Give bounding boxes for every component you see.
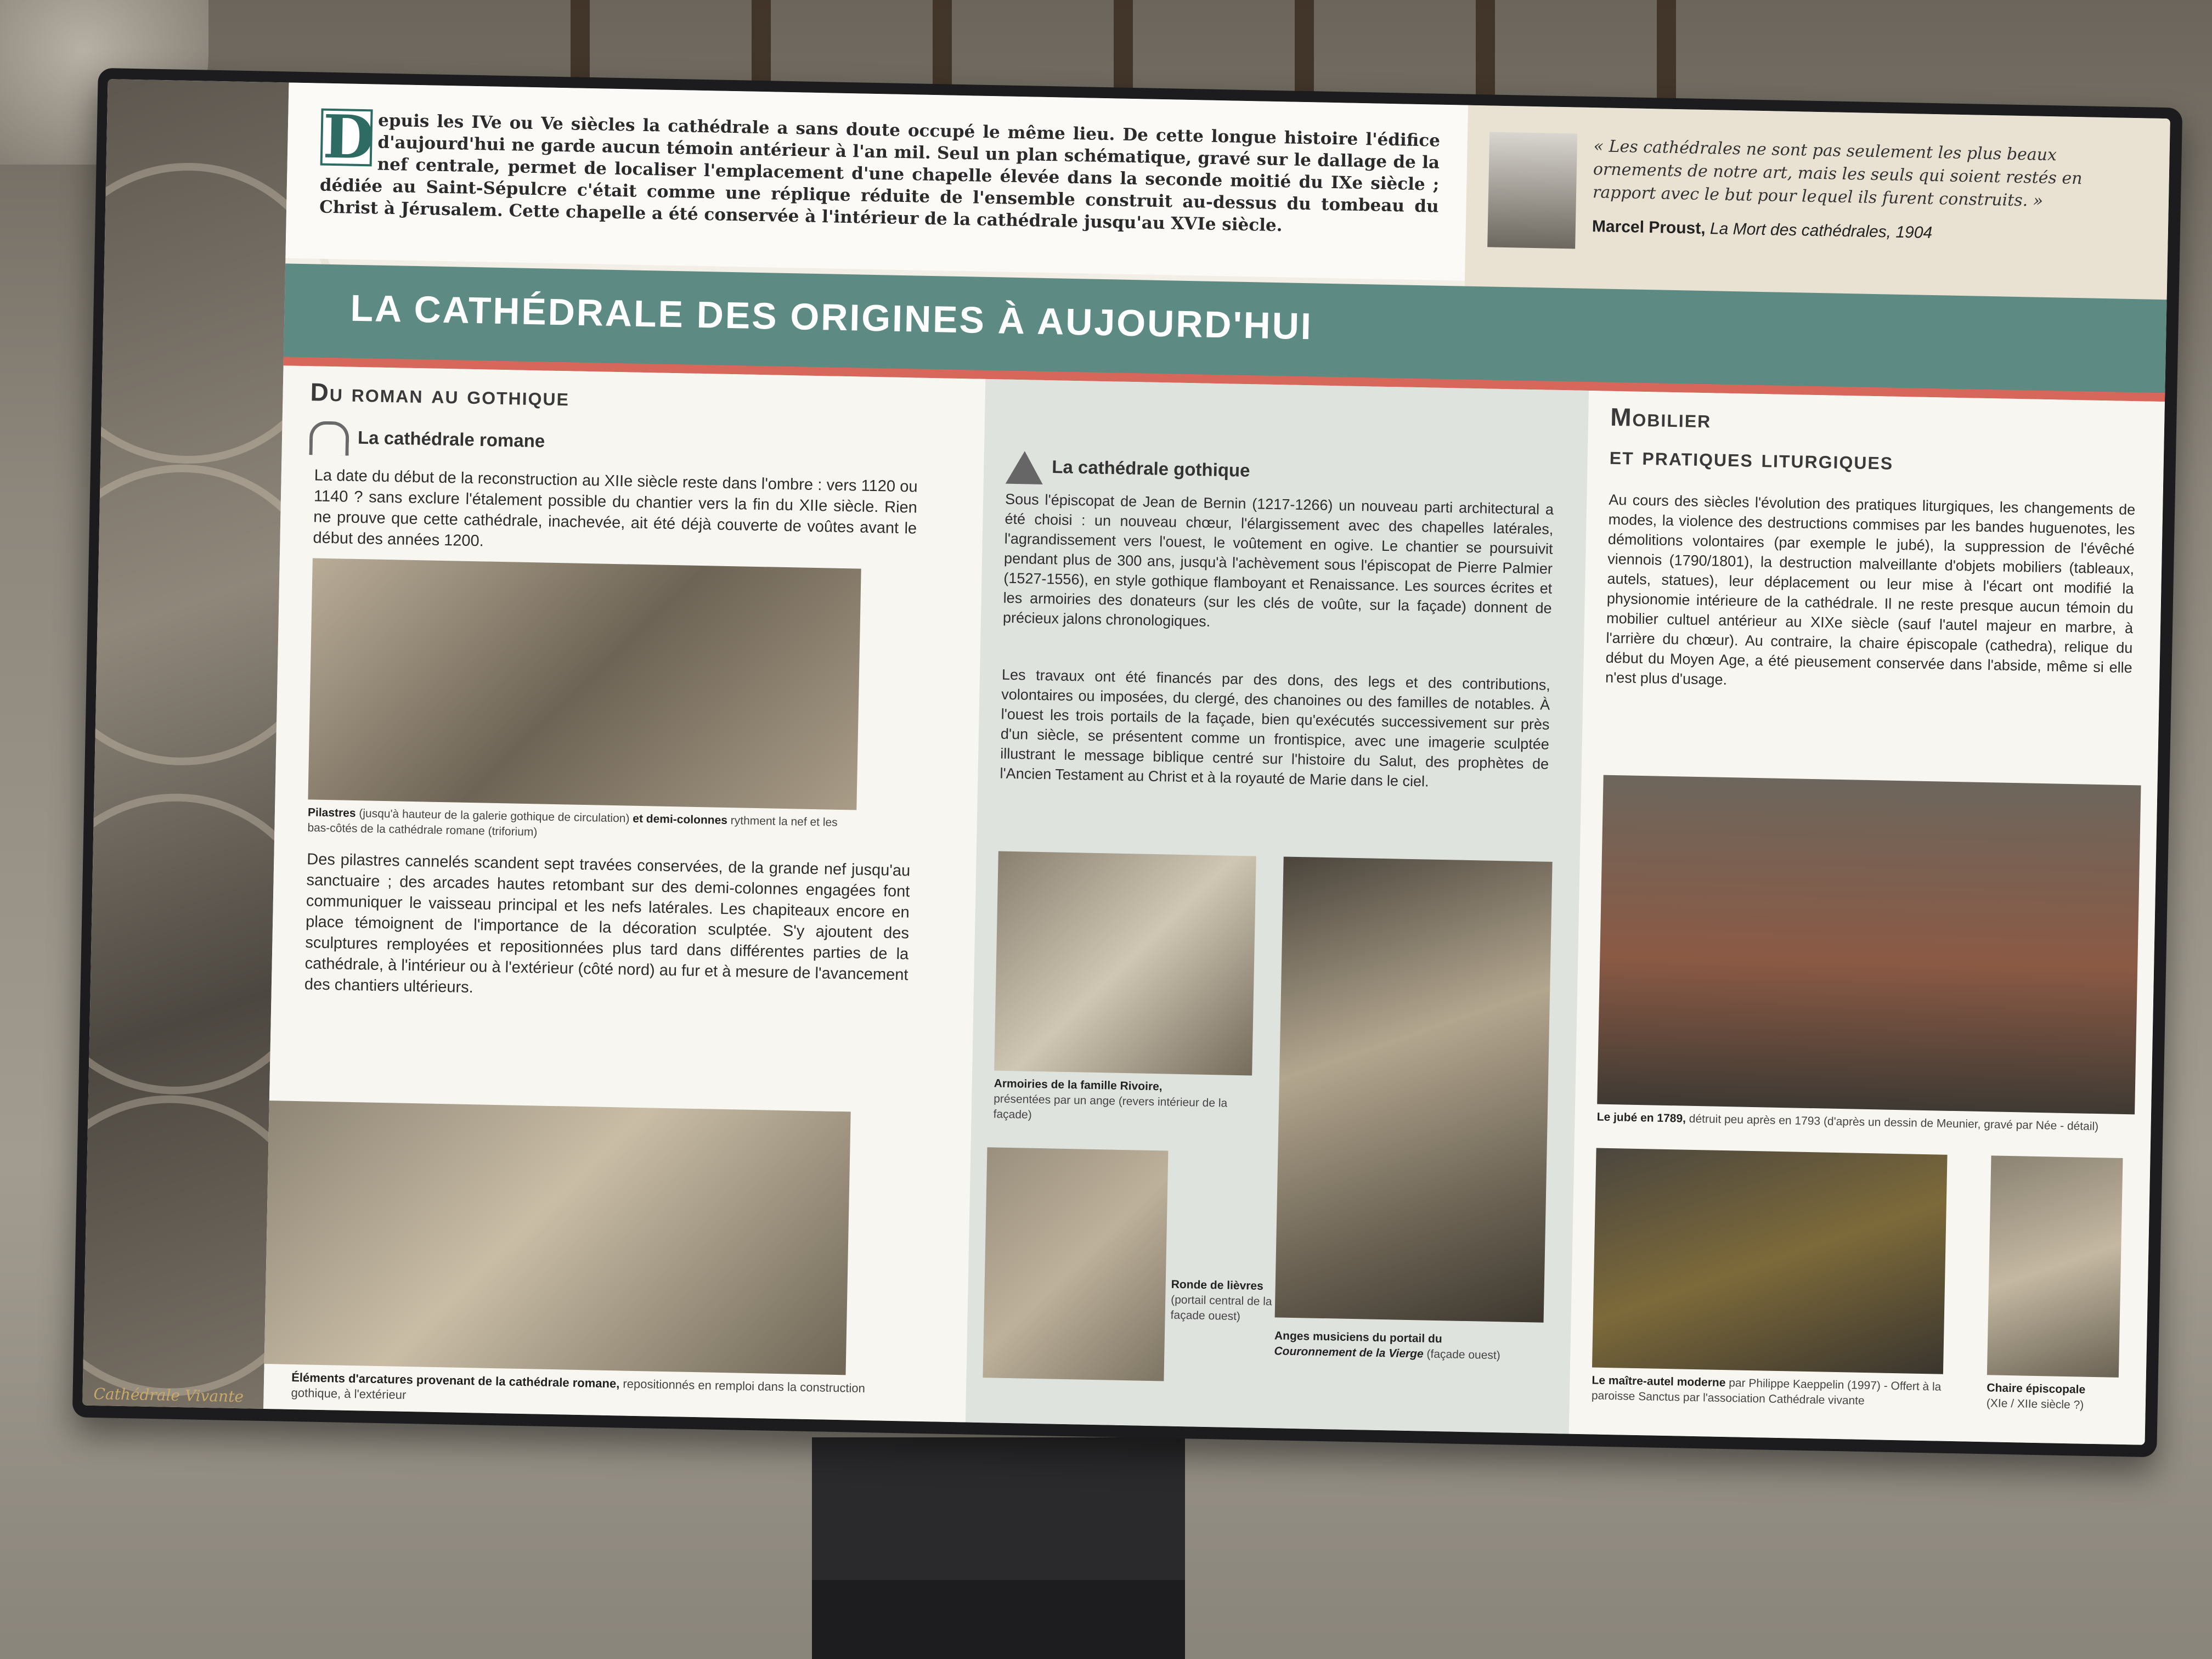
paragraph: Les travaux ont été financés par des dons, des legs et des contributions, volontaires ou imposées, du clergé, des chanoines ou des familles de notables. À l'ouest les trois portails de la façade, bien qu'exécutés successivement sur près d'un siècle, se présentent comme un frontispice, avec une imagerie sculptée illustrant le message biblique centré sur l'histoire du Salut, des prophètes de l'Ancien Testament au Christ et à la royauté de Marie dans le ciel.: [1000, 666, 1551, 790]
column-mobilier: [1569, 391, 2165, 1445]
info-panel: [82, 79, 2170, 1445]
caption-bold: et demi-colonnes: [633, 812, 728, 827]
jube-engraving-photo: [1597, 775, 2141, 1115]
paragraph: Sous l'épiscopat de Jean de Bernin (1217-1266) un nouveau parti architectural a été choisi : un nouveau chœur, l'élargissement avec des chapelles latérales, l'agrandissement vers l'ouest, le voûtement en ogive. Le chantier se poursuivit pendant plus de 300 ans, jusqu'à l'achèvement sous l'épiscopat de Pierre Palmier (1527-1556), en style gothique flamboyant et Renaissance. Les sources écrites et les armoiries des donateurs (sur les clés de voûte, sur la façade) donnent de précieux jalons chronologiques.: [1002, 490, 1554, 630]
caption-bold: Le maître-autel moderne: [1592, 1374, 1726, 1390]
caption-bold: Pilastres: [307, 806, 356, 820]
episcopal-chair-photo: [1987, 1155, 2123, 1378]
nave-pilasters-photo: [308, 558, 861, 810]
caption-bold: Armoiries de la famille Rivoire,: [994, 1077, 1163, 1093]
caption-text: détruit peu après en 1793 (d'après un dessin de Meunier, gravé par Née - détail): [1685, 1112, 2099, 1133]
caption-italic: Couronnement de la Vierge: [1274, 1345, 1424, 1361]
paragraph: Des pilastres cannelés scandent sept travées conservées, de la grande nef jusqu'au sanctuaire ; des arcades hautes retombant sur des demi-colonnes engagées font communiquer le vaisseau principal et les nefs latérales. Les chapiteaux encore en place témoignent de l'importance de la décoration sculptée. S'y ajoutent des sculptures remployées et repositionnées plus tard dans différentes parties de la cathédrale, à l'intérieur ou à l'extérieur (côté nord) au fur et à mesure de l'avancement des chantiers ultérieurs.: [304, 850, 911, 997]
watermark-logo: Cathédrale Vivante: [93, 1385, 244, 1406]
section-heading: Mobilier: [1610, 402, 1712, 433]
angel-armoiries-photo: [994, 851, 1256, 1076]
caption: [307, 805, 856, 846]
subheading-text: La cathédrale romane: [357, 427, 545, 452]
subheading: [309, 421, 545, 459]
caption-bold: Éléments d'arcatures provenant de la cathédrale romane,: [291, 1370, 620, 1391]
caption-text: (façade ouest): [1423, 1347, 1500, 1362]
quote-box: [1465, 105, 2170, 306]
intro-box: [285, 82, 1468, 280]
hare-round-photo: [983, 1147, 1168, 1381]
quote-author: [1592, 217, 2141, 246]
vault-photo-strip: [82, 79, 289, 1409]
panel-stand-base: [812, 1580, 1185, 1659]
caption-text: (jusqu'à hauteur de la galerie gothique de circulation): [356, 807, 633, 825]
info-panel-frame: [72, 68, 2183, 1457]
caption-text: repositionnés en remploi dans la construction gothique, à l'extérieur: [291, 1376, 866, 1402]
main-altar-photo: [1592, 1148, 1948, 1374]
caption: [291, 1370, 873, 1412]
paragraph: La date du début de la reconstruction au XIIe siècle reste dans l'ombre : vers 1120 ou 1140 ? sans exclure l'étalement possible du chantier vers la fin du XIIe siècle. Rien ne prouve que cette cathédrale, inachevée, ait été déjà couverte de voûtes avant le début des années 1200.: [313, 466, 918, 550]
quote-source: La Mort des cathédrales, 1904: [1709, 219, 1933, 242]
caption-text: rythment la nef et les bas-côtés de la cathédrale romane (triforium): [307, 814, 838, 839]
section-heading: Du roman au gothique: [310, 377, 570, 411]
gothic-arch-icon: [1006, 451, 1043, 484]
proust-portrait: [1487, 132, 1577, 249]
caption: [1596, 1110, 2145, 1136]
column-romane: [263, 365, 985, 1422]
caption-text: (portail central de la façade ouest): [1170, 1293, 1272, 1323]
caption: [1987, 1380, 2130, 1414]
romanesque-arch-icon: [309, 421, 349, 455]
romanesque-arcatures-photo: [264, 1101, 851, 1375]
caption-text: présentées par un ange (revers intérieur de la façade): [993, 1092, 1228, 1121]
caption-bold: Ronde de lièvres: [1171, 1278, 1264, 1293]
caption-bold: Anges musiciens du portail du: [1274, 1329, 1442, 1346]
caption: [1592, 1373, 1976, 1410]
caption: [993, 1076, 1252, 1127]
subheading-text: La cathédrale gothique: [1051, 456, 1250, 481]
paragraph: Au cours des siècles l'évolution des pratiques liturgiques, les changements de modes, la violence des destructions commises par les bandes huguenotes, les démolitions volontaires (par exemple le jubé), la suppression de l'évêché viennois (1790/1801), la destruction malveillante d'objets mobiliers (tableaux, autels, statues), leur déplacement ou leur mise à l'écart ont modifié la physionomie intérieure de la cathédrale. Il ne reste presque aucun témoin du mobilier cultuel antérieur au XIXe siècle (sauf l'autel majeur en marbre, à l'arrière du chœur). Au contraire, la chaire épiscopale (cathedra), relique du début du Moyen Age, a été pieusement conservée dans l'abside, même si elle n'est plus d'usage.: [1605, 491, 2136, 688]
section-heading: et pratiques liturgiques: [1609, 441, 1894, 475]
column-gothique: [966, 379, 1589, 1434]
caption-bold: Le jubé en 1789,: [1596, 1110, 1686, 1125]
musician-angels-photo: [1275, 856, 1553, 1322]
intro-paragraph: epuis les IVe ou Ve siècles la cathédrale a sans doute occupé le même lieu. De cette longue histoire l'édifice d'aujourd'hui ne garde aucun témoin antérieur à l'an mil. Seul un plan schématique, gravé sur le dallage de la nef centrale, permet de localiser l'emplacement d'une chapelle élevée dans la seconde moitié du IXe siècle ; dédiée au Saint-Sépulcre c'était comme une réplique réduite de l'ensemble construit au-dessus du tombeau du Christ à Jérusalem. Cette chapelle a été conservée à l'intérieur de la cathédrale jusqu'au XVIe siècle.: [319, 110, 1441, 236]
subheading: [1006, 451, 1250, 489]
dropcap: D: [320, 109, 373, 167]
quote-author-name: Marcel Proust,: [1592, 217, 1706, 238]
caption-text: par Philippe Kaeppelin (1997) - Offert à la paroisse Sanctus par l'association Cathédrale vivante: [1591, 1376, 1942, 1408]
intro-text: [319, 102, 1441, 240]
caption-bold: Chaire épiscopale: [1987, 1381, 2086, 1396]
caption: [1274, 1328, 1549, 1364]
caption: [1170, 1277, 1281, 1325]
quote-text: « Les cathédrales ne sont pas seulement les plus beaux ornements de notre art, mais les seuls qui soient restés en rapport avec le but pour lequel ils furent construits. »: [1592, 137, 2083, 211]
page-title: LA CATHÉDRALE DES ORIGINES À AUJOURD'HUI: [349, 287, 1313, 348]
caption-text: (XIe / XIIe siècle ?): [1986, 1397, 2084, 1412]
